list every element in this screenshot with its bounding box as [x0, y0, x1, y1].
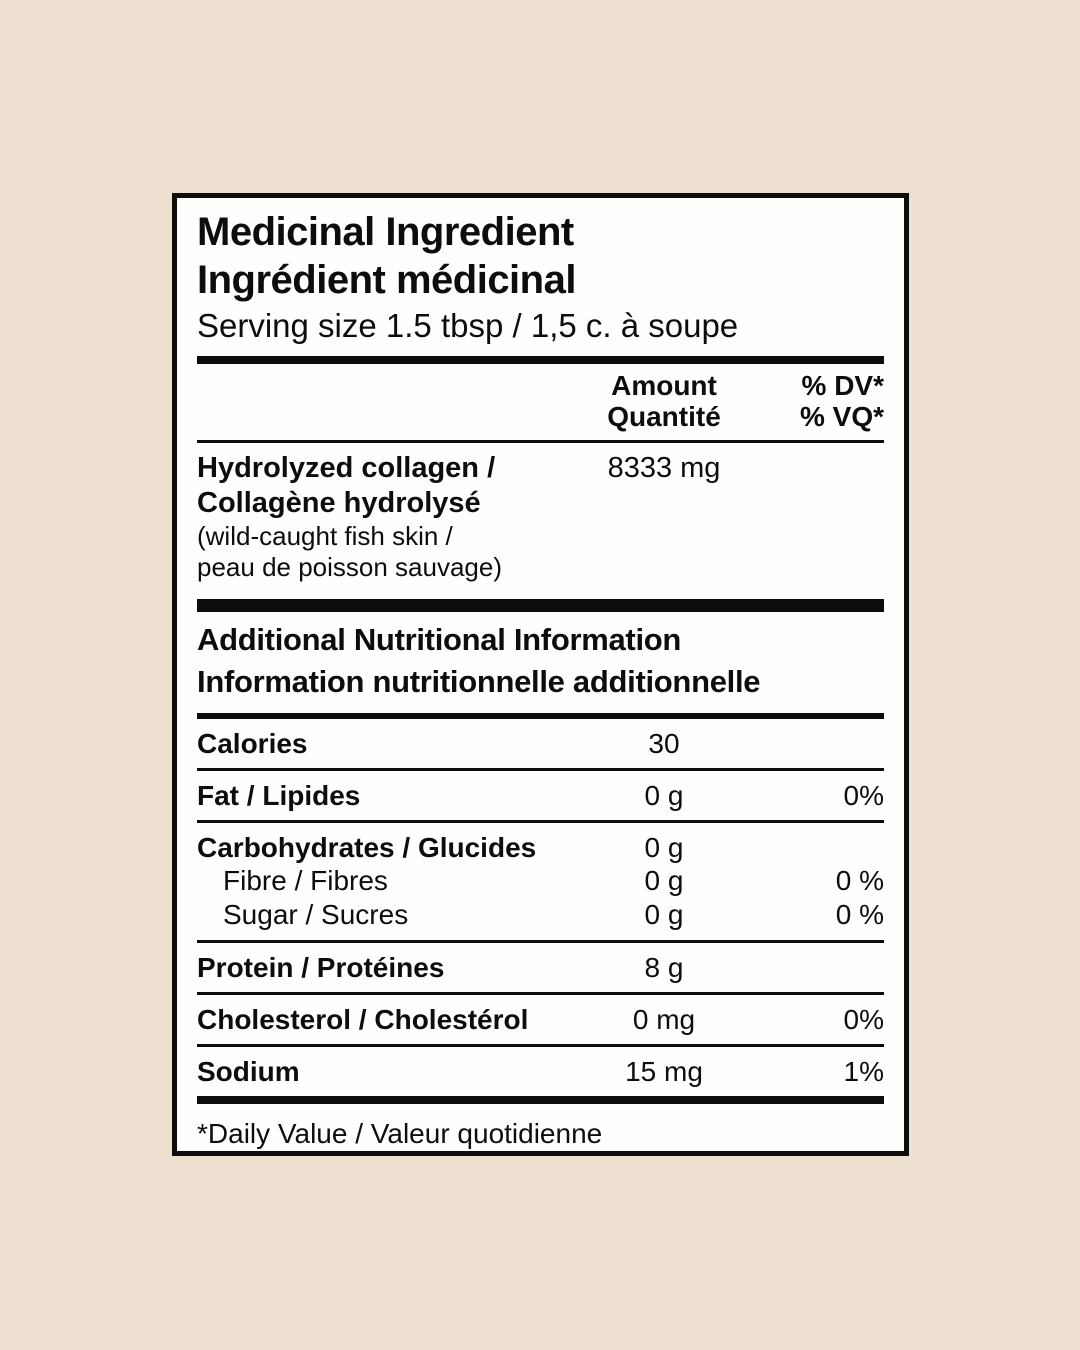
medicinal-note-line1: (wild-caught fish skin /	[197, 521, 453, 551]
nutrient-dv: 0%	[843, 1004, 884, 1035]
divider-thick-top	[197, 356, 884, 364]
nutrient-row-fibre	[197, 864, 884, 898]
nutrient-amount: 15 mg	[625, 1056, 703, 1087]
nutrient-row-protein	[197, 943, 884, 992]
column-header-amount-fr: Quantité	[607, 401, 721, 432]
nutrition-label	[172, 193, 909, 1156]
daily-value-footnote: *Daily Value / Valeur quotidienne	[197, 1118, 603, 1149]
nutrient-label: Fat / Lipides	[197, 780, 361, 811]
nutrient-row-sodium	[197, 1047, 884, 1096]
medicinal-name-en: Hydrolyzed collagen /	[197, 452, 496, 484]
column-header-dv-en: % DV*	[801, 370, 884, 401]
serving-size: Serving size 1.5 tbsp / 1,5 c. à soupe	[197, 307, 739, 344]
nutrient-dv: 0%	[843, 780, 884, 811]
nutrient-label: Sugar / Sucres	[223, 899, 409, 930]
nutrient-amount: 30	[648, 728, 680, 759]
column-header-dv	[764, 370, 884, 432]
medicinal-name-fr: Collagène hydrolysé	[197, 487, 481, 519]
column-header-amount-en: Amount	[611, 370, 717, 401]
nutrient-dv: 1%	[843, 1056, 884, 1087]
nutrient-label: Fibre / Fibres	[223, 865, 388, 896]
nutrient-row-carbohydrates	[197, 832, 884, 864]
nutrient-amount: 8 g	[644, 952, 684, 983]
nutrient-amount: 0 g	[644, 865, 684, 896]
nutrient-amount: 0 g	[644, 832, 684, 863]
nutrient-group-carbohydrates	[197, 823, 884, 940]
medicinal-ingredient-name	[197, 451, 564, 583]
nutrient-label: Calories	[197, 728, 308, 759]
section-title-en: Additional Nutritional Information	[197, 622, 682, 657]
divider-extra-thick	[197, 599, 884, 612]
column-header-row	[197, 364, 884, 440]
column-header-dv-fr: % VQ*	[799, 401, 884, 432]
nutrient-label: Protein / Protéines	[197, 952, 445, 983]
divider-thick-bottom	[197, 1096, 884, 1104]
label-title-fr: Ingrédient médicinal	[197, 258, 576, 302]
medicinal-ingredient-row	[197, 443, 884, 599]
nutrient-label: Sodium	[197, 1056, 300, 1087]
nutrient-label: Carbohydrates / Glucides	[197, 832, 537, 863]
nutrient-row-fat	[197, 771, 884, 820]
nutrient-dv: 0 %	[835, 899, 884, 930]
nutrient-amount: 0 mg	[632, 1004, 696, 1035]
medicinal-note-line2: peau de poisson sauvage)	[197, 552, 503, 582]
column-header-amount	[564, 370, 764, 432]
nutrient-dv: 0 %	[835, 865, 884, 896]
label-title-en: Medicinal Ingredient	[197, 210, 574, 254]
medicinal-amount: 8333 mg	[607, 452, 721, 484]
nutrient-amount: 0 g	[644, 780, 684, 811]
nutrient-amount: 0 g	[644, 899, 684, 930]
section-title-fr: Information nutritionnelle additionnelle	[197, 664, 761, 699]
nutrient-row-cholesterol	[197, 995, 884, 1044]
nutrient-row-sugar	[197, 898, 884, 932]
nutrient-label: Cholesterol / Cholestérol	[197, 1004, 529, 1035]
nutrient-row-calories	[197, 719, 884, 768]
section-title	[197, 612, 884, 713]
